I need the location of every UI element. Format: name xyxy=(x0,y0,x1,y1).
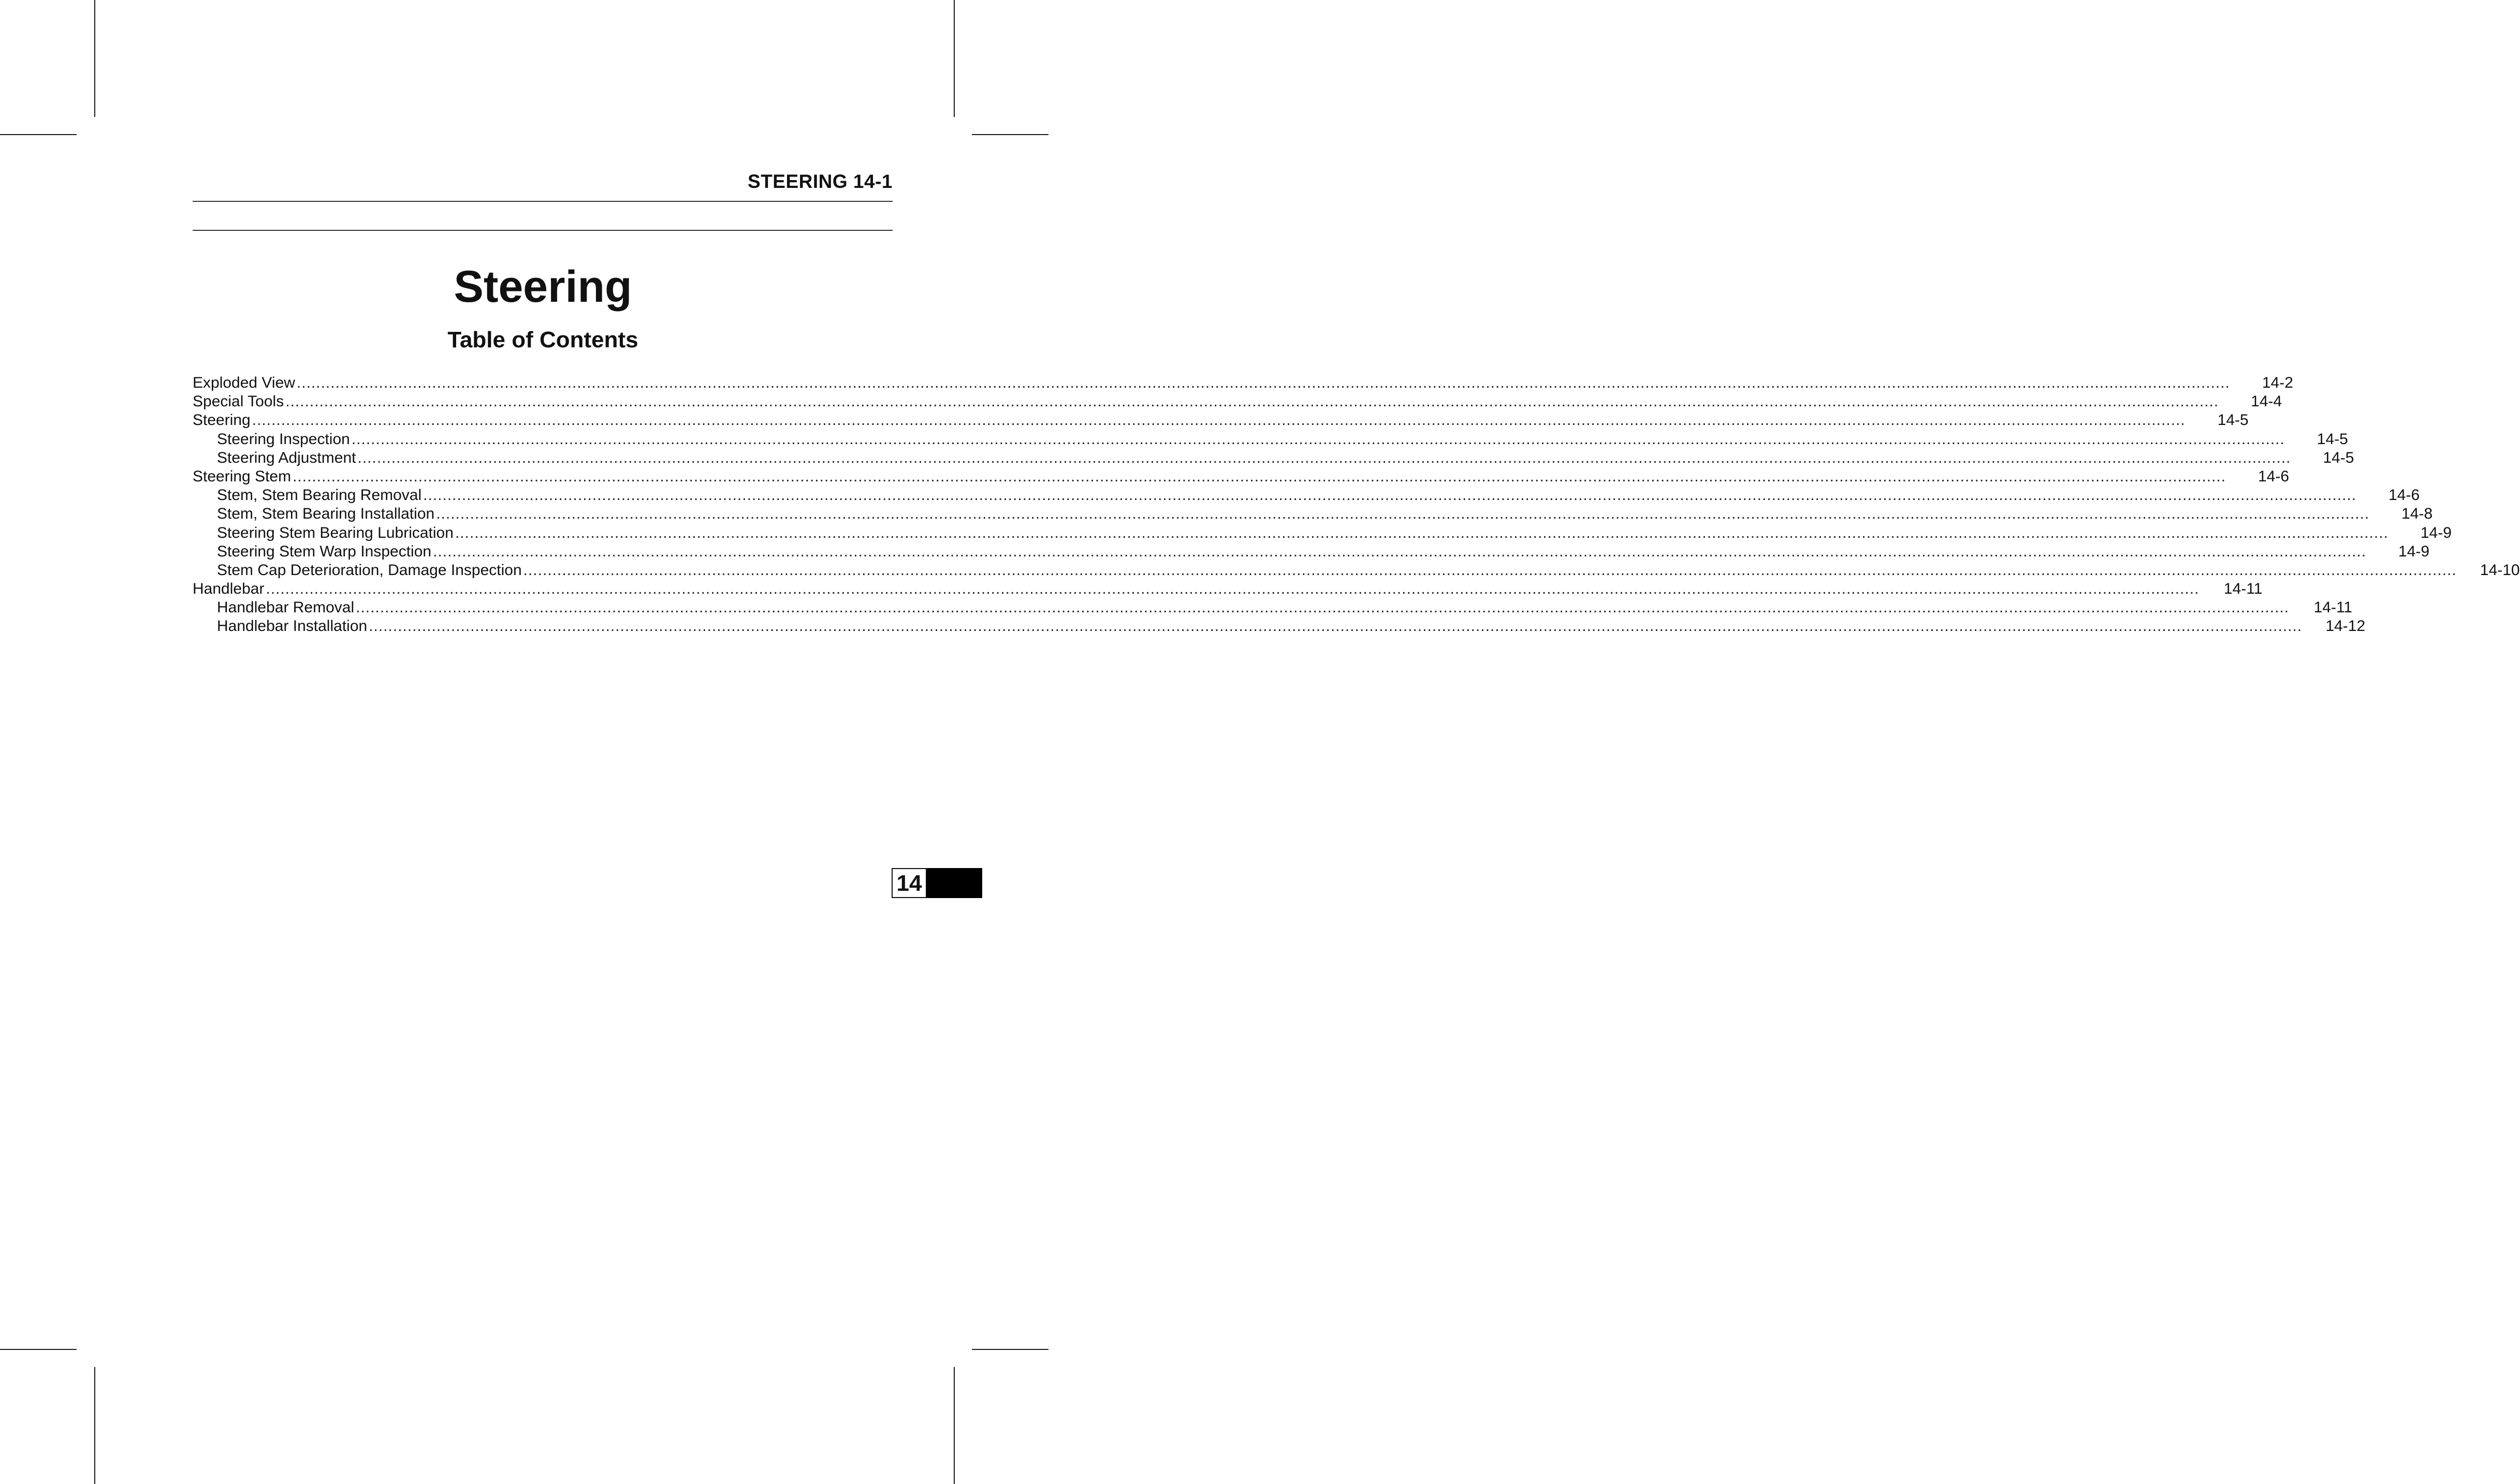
crop-mark-bottom-right-vertical xyxy=(954,1367,955,1484)
toc-leader-dots: ................................................................................................................................................................................................................................................................................................................................................................................................................ xyxy=(433,542,2367,560)
toc-entry-page: 14-5 xyxy=(2317,430,2348,448)
toc-entry-label: Steering Adjustment xyxy=(217,449,356,466)
crop-mark-bottom-right-horizontal xyxy=(972,1349,1048,1350)
toc-entry[interactable] xyxy=(193,430,2348,449)
toc-leader-dots: ................................................................................................................................................................................................................................................................................................................................................................................................................ xyxy=(351,430,2285,448)
toc-entry-label: Steering Inspection xyxy=(217,430,350,448)
toc-entry-page: 14-9 xyxy=(2398,542,2430,560)
toc-entry-label: Handlebar Installation xyxy=(217,618,368,635)
toc-entry[interactable] xyxy=(193,542,2430,561)
toc-leader-dots: ................................................................................................................................................................................................................................................................................................................................................................................................................ xyxy=(455,524,2388,541)
toc-entry[interactable] xyxy=(193,598,2353,617)
toc-entry-page: 14-12 xyxy=(2325,618,2366,635)
toc-entry-page: 14-6 xyxy=(2388,487,2420,504)
header-rule-top xyxy=(193,201,893,202)
toc-entry-page: 14-9 xyxy=(2420,524,2452,541)
toc-entry[interactable] xyxy=(193,617,2366,636)
toc-entry[interactable] xyxy=(193,467,2290,486)
toc-entry-label: Steering Stem Bearing Lubrication xyxy=(217,524,454,541)
chapter-number: 14 xyxy=(892,868,927,898)
toc-leader-dots: ................................................................................................................................................................................................................................................................................................................................................................................................................ xyxy=(266,580,2199,598)
toc-entry-label: Exploded View xyxy=(193,374,295,391)
toc-entry-label: Special Tools xyxy=(193,393,284,410)
toc-entry-page: 14-10 xyxy=(2480,561,2520,579)
crop-mark-top-right-horizontal xyxy=(972,134,1048,135)
toc-entry-label: Stem, Stem Bearing Installation xyxy=(217,505,435,523)
toc-entry[interactable] xyxy=(193,561,2520,580)
toc-entry-page: 14-8 xyxy=(2401,505,2433,523)
toc-entry-label: Steering Stem xyxy=(193,467,292,485)
toc-entry[interactable] xyxy=(193,392,2282,411)
chapter-tab-fill xyxy=(927,868,982,898)
header-rule-bottom xyxy=(193,230,893,231)
running-head: STEERING 14-1 xyxy=(748,171,893,192)
toc-entry-label: Handlebar xyxy=(193,580,265,598)
toc-leader-dots: ................................................................................................................................................................................................................................................................................................................................................................................................................ xyxy=(285,393,2219,410)
toc-entry[interactable] xyxy=(193,449,2354,467)
toc-entry[interactable] xyxy=(193,580,2263,598)
toc-heading: Table of Contents xyxy=(447,327,638,352)
toc-entry[interactable] xyxy=(193,486,2420,505)
crop-mark-top-left-horizontal xyxy=(0,134,77,135)
toc-entry[interactable] xyxy=(193,411,2249,430)
crop-mark-top-right-vertical xyxy=(954,0,955,117)
toc-entry-label: Stem, Stem Bearing Removal xyxy=(217,487,422,504)
toc-leader-dots: ................................................................................................................................................................................................................................................................................................................................................................................................................ xyxy=(293,467,2226,485)
toc-entry[interactable] xyxy=(193,524,2452,542)
toc-entry-label: Handlebar Removal xyxy=(217,599,355,616)
toc-leader-dots: ................................................................................................................................................................................................................................................................................................................................................................................................................ xyxy=(436,505,2370,523)
toc-entry-page: 14-6 xyxy=(2258,467,2290,485)
chapter-tab xyxy=(892,868,982,898)
toc-leader-dots: ................................................................................................................................................................................................................................................................................................................................................................................................................ xyxy=(296,374,2230,391)
toc-leader-dots: ................................................................................................................................................................................................................................................................................................................................................................................................................ xyxy=(523,561,2457,579)
toc-leader-dots: ................................................................................................................................................................................................................................................................................................................................................................................................................ xyxy=(356,599,2290,616)
toc-entry[interactable] xyxy=(193,505,2433,523)
toc-leader-dots: ................................................................................................................................................................................................................................................................................................................................................................................................................ xyxy=(423,487,2357,504)
crop-mark-bottom-left-horizontal xyxy=(0,1349,77,1350)
toc-entry-page: 14-4 xyxy=(2251,393,2282,410)
toc-entry-page: 14-11 xyxy=(2223,580,2263,598)
toc-leader-dots: ................................................................................................................................................................................................................................................................................................................................................................................................................ xyxy=(357,449,2291,466)
toc-entry-page: 14-11 xyxy=(2313,599,2353,616)
toc-entry-page: 14-5 xyxy=(2217,412,2249,429)
toc-entry-page: 14-2 xyxy=(2262,374,2293,391)
toc-leader-dots: ................................................................................................................................................................................................................................................................................................................................................................................................................ xyxy=(252,412,2186,429)
crop-mark-top-left-vertical xyxy=(94,0,95,117)
crop-mark-bottom-left-vertical xyxy=(94,1367,95,1484)
toc-entry-page: 14-5 xyxy=(2323,449,2354,466)
table-of-contents xyxy=(193,374,2520,636)
toc-entry-label: Steering xyxy=(193,412,251,429)
toc-entry-label: Steering Stem Warp Inspection xyxy=(217,542,432,560)
toc-entry[interactable] xyxy=(193,374,2293,392)
page-title: Steering xyxy=(454,262,632,312)
toc-leader-dots: ................................................................................................................................................................................................................................................................................................................................................................................................................ xyxy=(369,618,2303,635)
toc-entry-label: Stem Cap Deterioration, Damage Inspection xyxy=(217,561,522,579)
